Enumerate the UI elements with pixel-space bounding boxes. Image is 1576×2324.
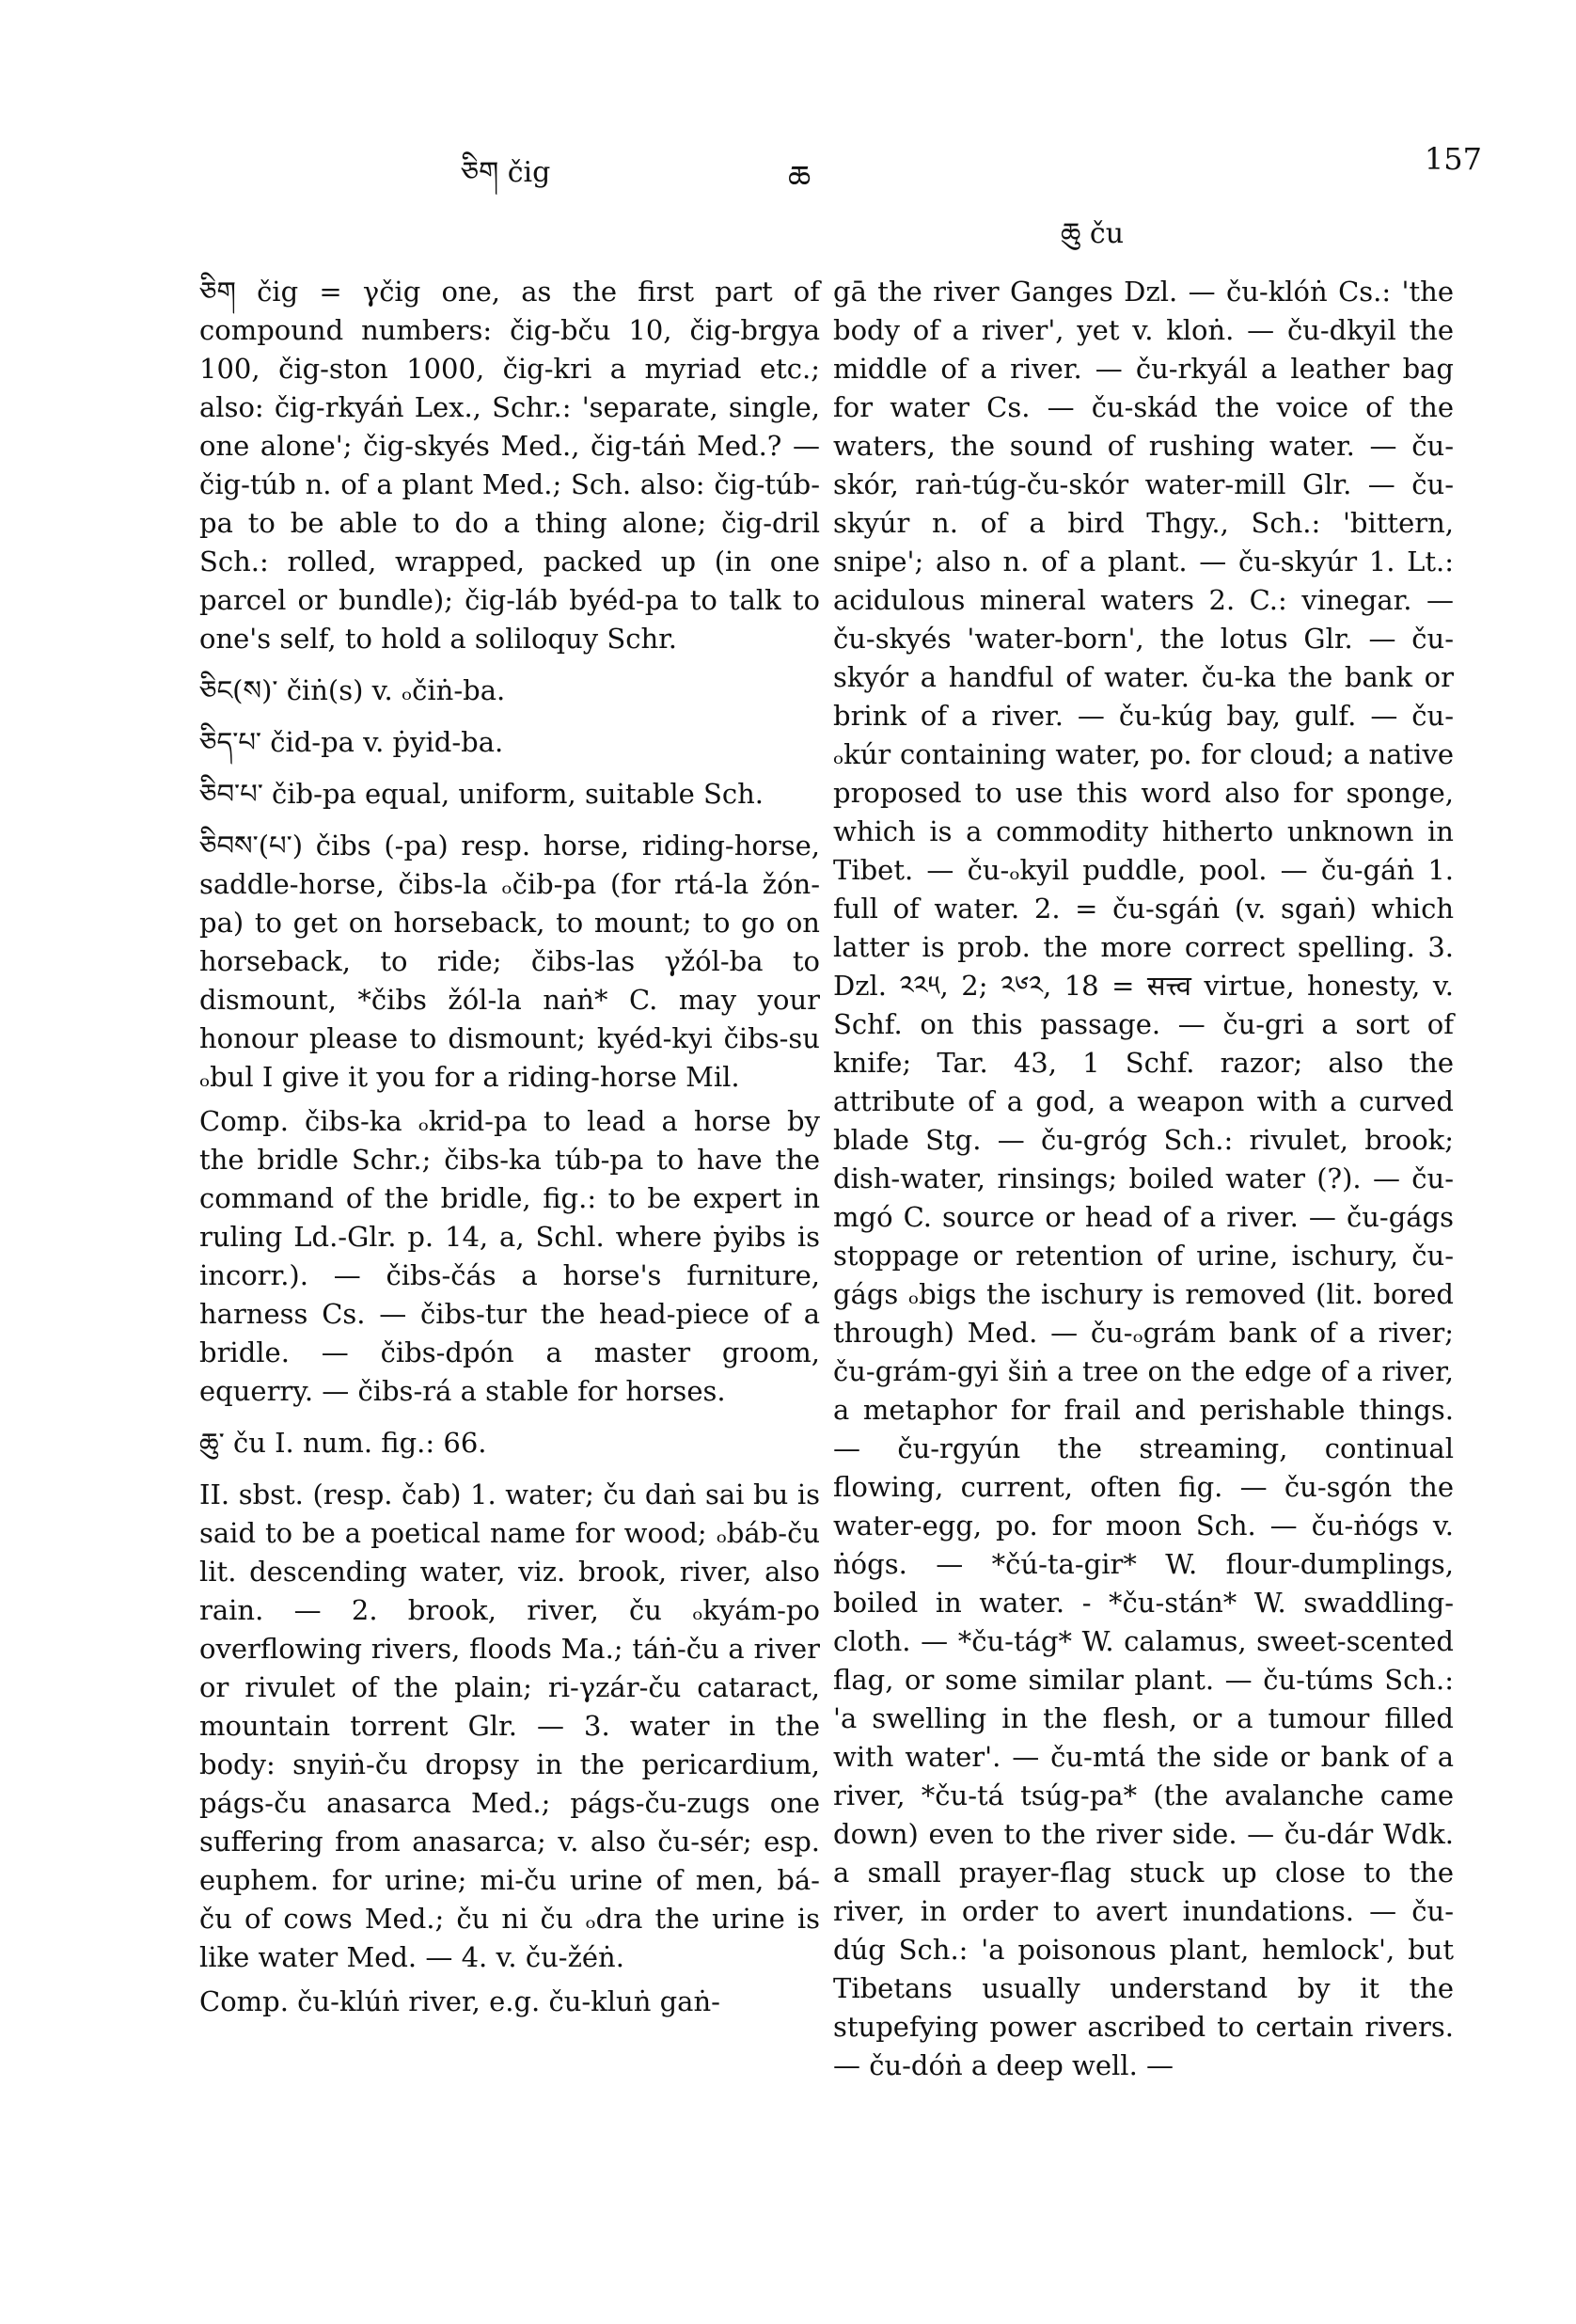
entry-cu-sbst: II. sbst. (resp. čab) 1. water; ču daṅ sai bu is said to be a poetical name for wood; ₒbáb-ču lit. descending water, viz. brook, river, also rain. — 2. brook, river, ču ₒkyám-po overflowing rivers, floods Ma.; táṅ-ču a river or rivulet of the plain; ri-γzár-ču cataract, mountain torrent Glr. — 3. water in the body: snyiṅ-ču dropsy in the pericardium, págs-ču anasarca Med.; págs-ču-zugs one suffering from anasarca; v. also ču-sér; esp. euphem. for urine; mi-ču urine of men, bá-ču of cows Med.; ču ni ču ₒdra the urine is like water Med. — 4. v. ču-žéṅ.	[199, 1478, 820, 1973]
entry-cibs-compounds: Comp. čibs-ka ₒkrid-pa to lead a horse by the bridle Schr.; čibs-ka túb-pa to have the command of the bridle, fig.: to be expert in ruling Ld.-Glr. p. 14, a, Schl. where ṗyibs is incorr.). — čibs-čás a horse's furniture, harness Cs. — čibs-tur the head-piece of a bridle. — čibs-dpón a master groom, equerry. — čibs-rá a stable for horses.	[199, 1105, 820, 1407]
running-header-left: ཅིག čig	[461, 156, 551, 189]
right-column	[833, 273, 1454, 2098]
entry-cu-num: ཆུ་ ču I. num. fig.: 66.	[199, 1427, 487, 1459]
left-column	[199, 273, 820, 2027]
entry-cin: ཅིང(ས)་ čiṅ(s) v. ₒčiṅ-ba.	[199, 674, 506, 706]
page-number: 157	[1424, 141, 1482, 177]
running-header-right: ཆུ ču	[1061, 217, 1125, 250]
running-header-letter: ཆ	[788, 159, 812, 197]
entry-cib-pa: ཅིབ་པ་ čib-pa equal, uniform, suitable Sch.	[199, 778, 764, 810]
entry-cu-compounds: Comp. ču-klúṅ river, e.g. ču-kluṅ gaṅ-	[199, 1985, 720, 2017]
entry-cig: ཅིག čig = γčig one, as the first part of compound numbers: čig-bču 10, čig-brgya 100, čig-ston 1000, čig-kri a myriad etc.; also: čig-rkyáṅ Lex., Schr.: 'separate, single, one alone'; čig-skyés Med., čig-táṅ Med.? — čig-túb n. of a plant Med.; Sch. also: čig-túb-pa to be able to do a thing alone; čig-dril Sch.: rolled, wrapped, packed up (in one parcel or bundle); čig-láb byéd-pa to talk to one's self, to hold a soliloquy Schr.	[199, 276, 820, 655]
entry-cibs: ཅིབས་(པ་) čibs (-pa) resp. horse, riding-horse, saddle-horse, čibs-la ₒčib-pa (for rtá-la žón-pa) to get on horseback, to mount; to go on horseback, to ride; čibs-las γžól-ba to dismount, *čibs žól-la naṅ* C. may your honour please to dismount; kyéd-kyi čibs-su ₒbul I give it you for a riding-horse Mil.	[199, 830, 820, 1093]
entry-cu-compounds-cont: gā the river Ganges Dzl. — ču-klóṅ Cs.: 'the body of a river', yet v. kloṅ. — ču-dkyil the middle of a river. — ču-rkyál a leather bag for water Cs. — ču-skád the voice of the waters, the sound of rushing water. — ču-skór, raṅ-túg-ču-skór water-mill Glr. — ču-skyúr n. of a bird Thgy., Sch.: 'bittern, snipe'; also n. of a plant. — ču-skyúr 1. Lt.: acidulous mineral waters 2. C.: vinegar. — ču-skyés 'water-born', the lotus Glr. — ču-skyór a handful of water. ču-ka the bank or brink of a river. — ču-kúg bay, gulf. — ču-ₒkúr containing water, po. for cloud; a native proposed to use this word also for sponge, which is a commodity hitherto unknown in Tibet. — ču-ₒkyil puddle, pool. — ču-gáṅ 1. full of water. 2. = ču-sgáṅ (v. sgaṅ) which latter is prob. the more correct spelling. 3. Dzl. ༢༢༥, 2; ༢༦༢, 18 = सत्त्व virtue, honesty, v. Schf. on this passage. — ču-gri a sort of knife; Tar. 43, 1 Schf. razor; also the attribute of a god, a weapon with a curved blade Stg. — ču-gróg Sch.: rivulet, brook; dish-water, rinsings; boiled water (?). — ču-mgó C. source or head of a river. — ču-gágs stoppage or retention of urine, ischury, ču-gágs ₒbigs the ischury is removed (lit. bored through) Med. — ču-ₒgrám bank of a river; ču-grám-gyi šiṅ a tree on the edge of a river, a metaphor for frail and perishable things. — ču-rgyún the streaming, continual flowing, current, often fig. — ču-sgón the water-egg, po. for moon Sch. — ču-ṅógs v. ṅógs. — *čú-ta-gir* W. flour-dumplings, boiled in water. - *ču-stán* W. swaddling-cloth. — *ču-tág* W. calamus, sweet-scented flag, or some similar plant. — ču-túms Sch.: 'a swelling in the flesh, or a tumour filled with water'. — ču-mtá the side or bank of a river, *ču-tá tsúg-pa* (the avalanche came down) even to the river side. — ču-dár Wdk. a small prayer-flag stuck up close to the river, in order to avert inundations. — ču-dúg Sch.: 'a poisonous plant, hemlock', but Tibetans usually understand by it the stupefying power ascribed to certain rivers. — ču-dóṅ a deep well. —	[833, 276, 1454, 2081]
entry-cid-pa: ཅིད་པ་ čid-pa v. ṗyid-ba.	[199, 726, 504, 758]
